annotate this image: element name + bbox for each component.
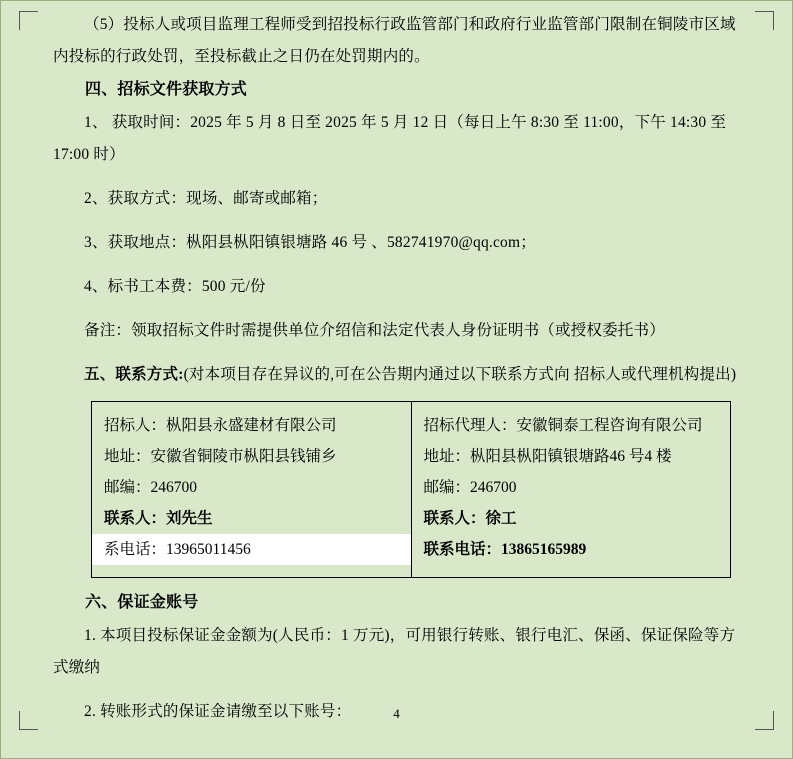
document-body (1, 1, 793, 728)
agent-phone-label: 联系电话： (423, 541, 502, 558)
agent-contact-line (424, 503, 719, 534)
agent-address-value: 枞阳县枞阳镇银塘路46 号4 楼 (470, 448, 672, 465)
agent-address-line (424, 441, 719, 472)
acquisition-time: 1、 获取时间：2025 年 5 月 8 日至 2025 年 5 月 12 日（每日上午 8:30 至 11:00，下午 14:30 至 17:00 时） (53, 114, 727, 163)
deposit-amount: 1. 本项目投标保证金金额为(人民币：1 万元)，可用银行转账、银行电汇、保函、保证保险等方式缴纳 (53, 627, 736, 676)
table-row (92, 402, 731, 578)
agent-name-value: 安徽铜泰工程咨询有限公司 (516, 417, 703, 434)
agent-name-label: 招标代理人： (423, 417, 517, 434)
paragraph-item-5: （5）投标人或项目监理工程师受到招投标行政监管部门和政府行业监管部门限制在铜陵市区域内投标的行政处罚，至投标截止之日仍在处罚期内的。 (53, 16, 736, 65)
tenderer-postcode-label: 邮编： (104, 479, 151, 496)
agent-name-line (424, 410, 719, 441)
section-heading-five (53, 359, 742, 391)
tenderer-contact-line (104, 503, 399, 534)
contact-cell-agent (411, 402, 731, 578)
tenderer-contact-value: 刘先生 (166, 510, 213, 527)
agent-phone-value: 13865165989 (501, 541, 587, 558)
tenderer-phone-label: 系电话： (104, 541, 167, 558)
tenderer-phone-line (92, 534, 411, 565)
document-fee: 4、标书工本费：500 元/份 (84, 278, 266, 295)
tenderer-postcode-line (104, 472, 399, 503)
contact-cell-tenderer (92, 402, 412, 578)
tenderer-address-line (104, 441, 399, 472)
section-five-note: (对本项目存在异议的,可在公告期内通过以下联系方式向 招标人或代理机构提出) (183, 366, 737, 383)
remark-note: 备注：领取招标文件时需提供单位介绍信和法定代表人身份证明书（或授权委托书） (84, 322, 665, 339)
tenderer-address-value: 安徽省铜陵市枞阳县钱铺乡 (150, 448, 337, 465)
agent-postcode-label: 邮编： (423, 479, 471, 496)
page-bottom-band (2, 732, 791, 758)
tenderer-postcode-value: 246700 (150, 479, 198, 496)
contact-table (91, 401, 731, 578)
tenderer-name-value: 枞阳县永盛建材有限公司 (166, 417, 337, 434)
page-number: 4 (393, 706, 400, 721)
agent-address-label: 地址： (423, 448, 471, 465)
acquisition-location: 3、获取地点：枞阳县枞阳镇银塘路 46 号 、582741970@qq.com； (84, 234, 536, 251)
section-heading-six: 六、保证金账号 (85, 594, 199, 611)
tenderer-address-label: 地址： (104, 448, 151, 465)
tenderer-phone-value: 13965011456 (166, 541, 251, 558)
acquisition-method: 2、获取方式：现场、邮寄或邮箱； (84, 190, 328, 207)
section-heading-four: 四、招标文件获取方式 (85, 81, 248, 98)
deposit-transfer: 2. 转账形式的保证金请缴至以下账号： (84, 703, 352, 720)
agent-contact-label: 联系人： (423, 510, 486, 527)
agent-phone-line (424, 534, 719, 565)
tenderer-name-label: 招标人： (104, 417, 167, 434)
agent-contact-value: 徐工 (485, 510, 517, 527)
tenderer-contact-label: 联系人： (104, 510, 167, 527)
agent-postcode-line (424, 472, 719, 503)
agent-postcode-value: 246700 (470, 479, 517, 496)
tenderer-name-line (104, 410, 399, 441)
section-five-title: 五、联系方式: (84, 366, 184, 383)
